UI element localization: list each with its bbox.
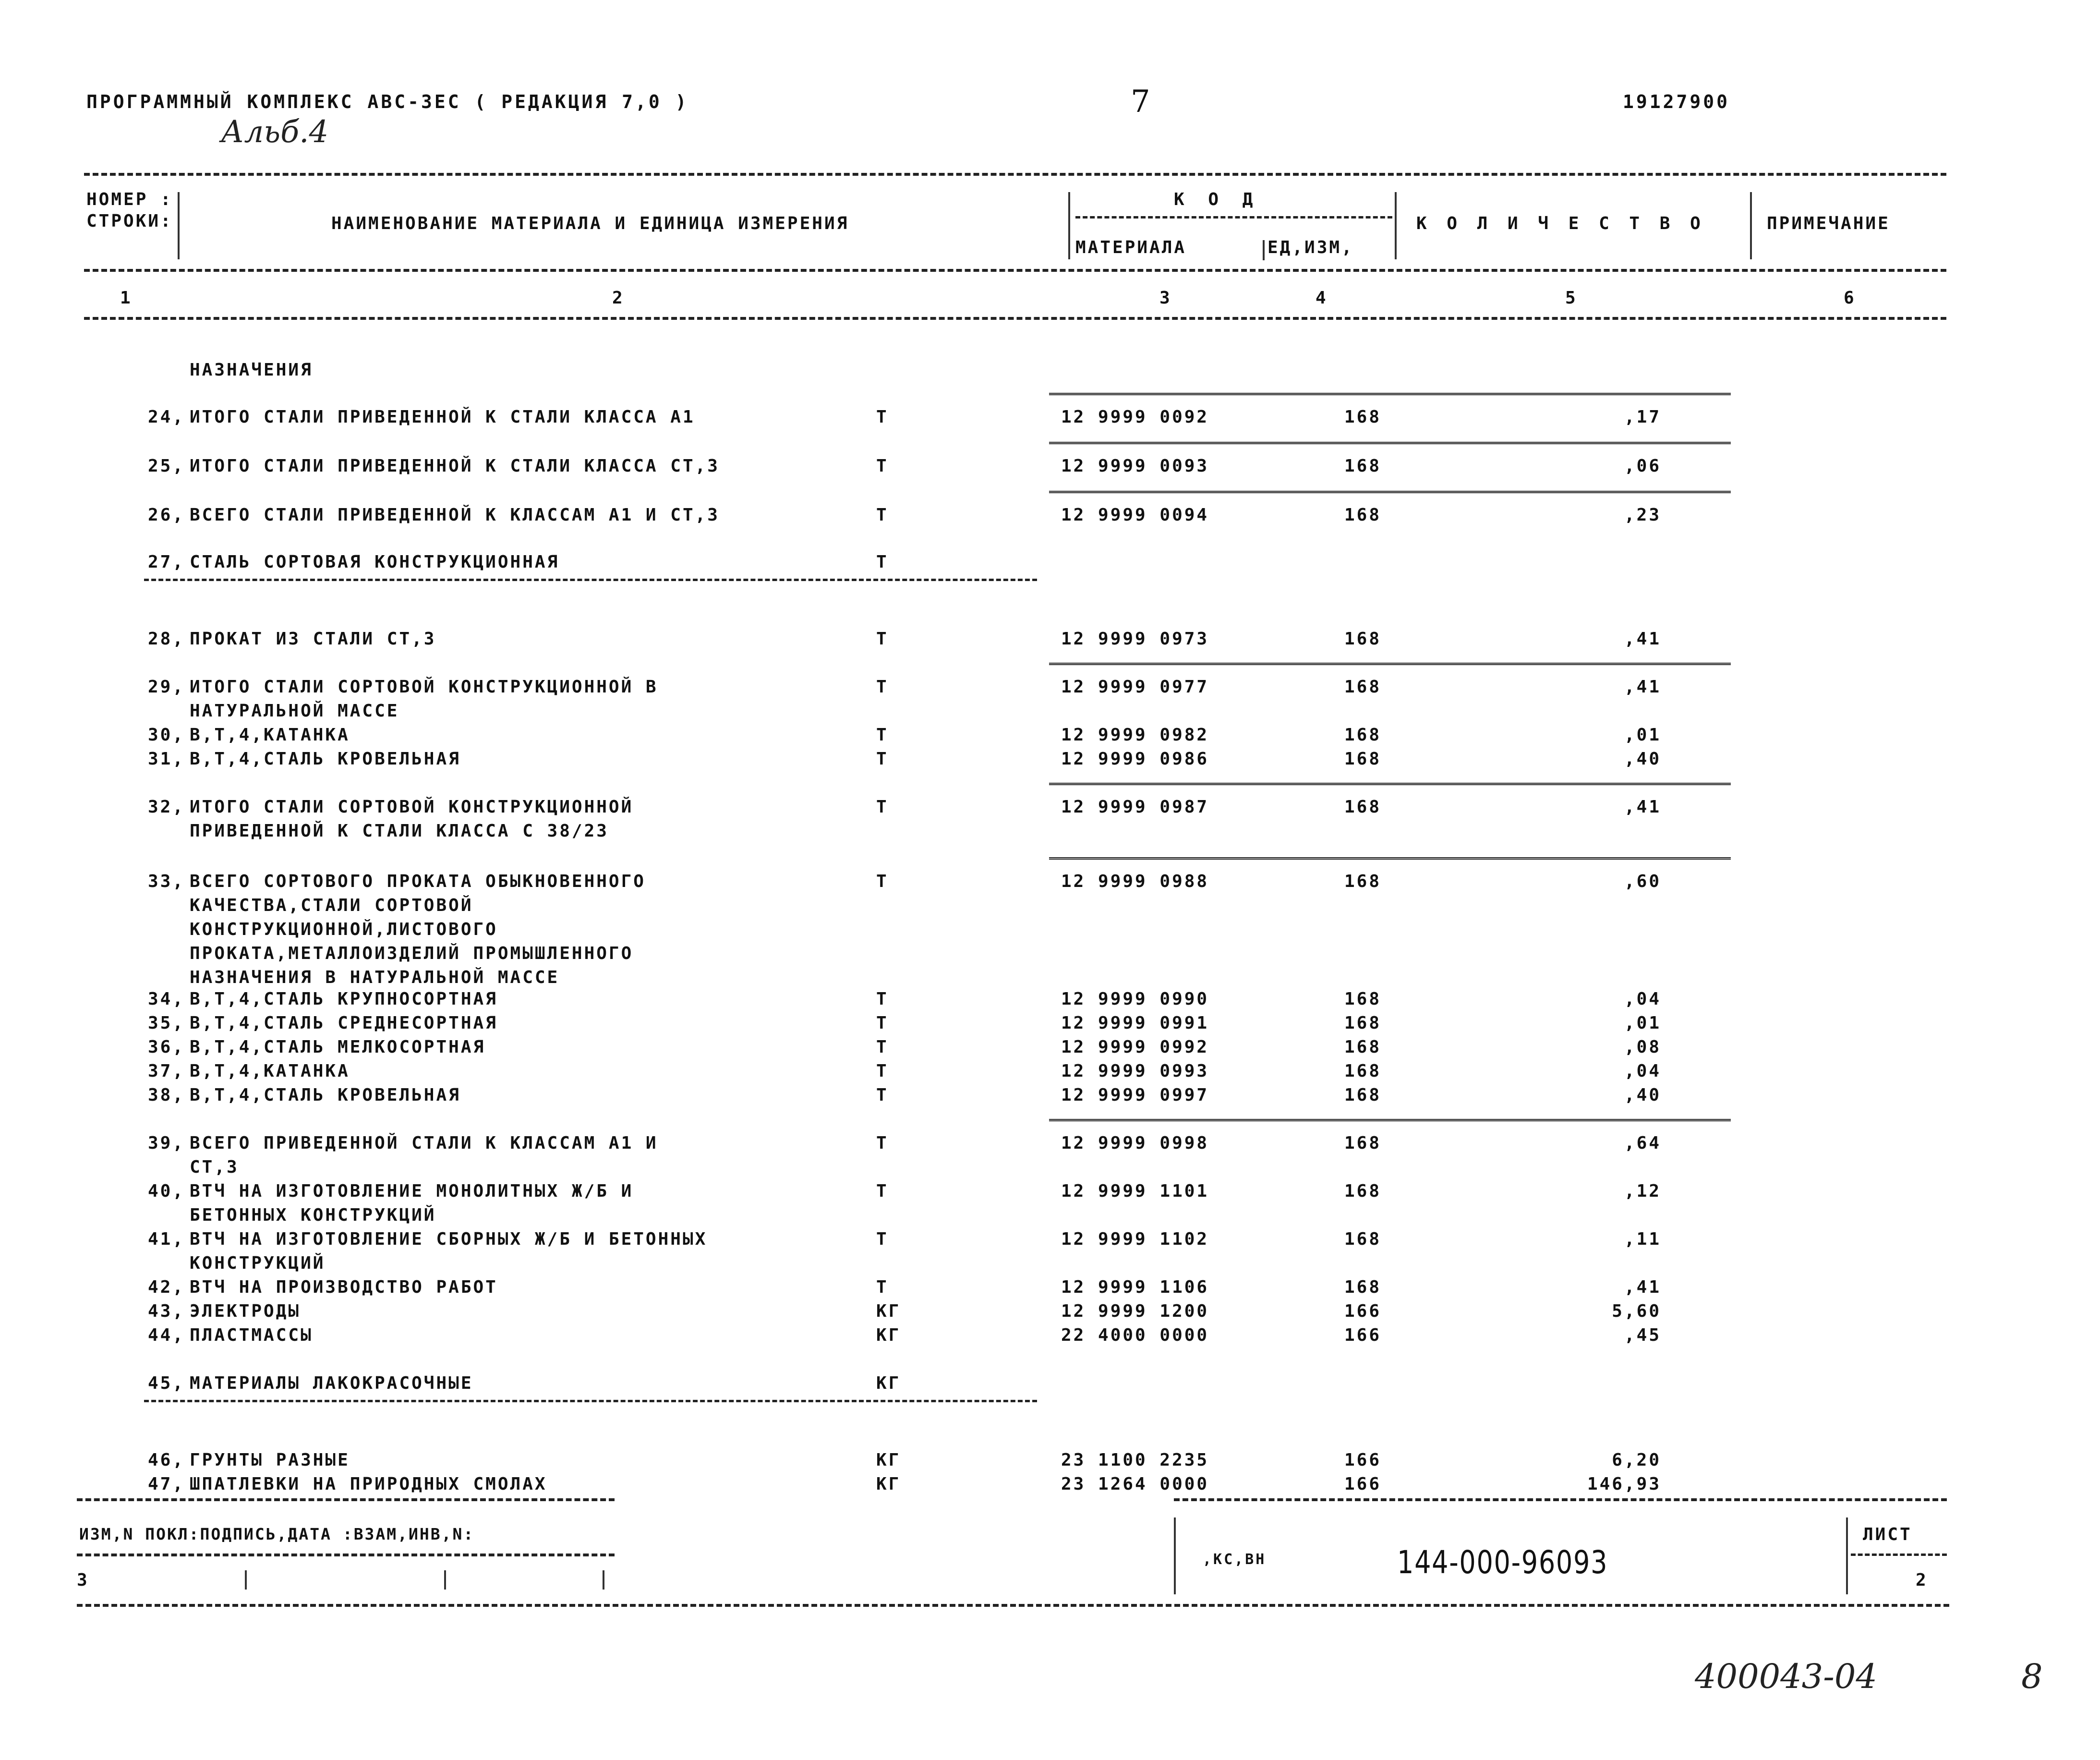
- stamp-separator: [245, 1570, 247, 1590]
- handwritten-page: 8: [2021, 1657, 2043, 1696]
- unit-of-measure: Т: [876, 1037, 889, 1057]
- column-header-number-line1: НОМЕР :: [86, 190, 173, 209]
- material-name: ИТОГО СТАЛИ СОРТОВОЙ КОНСТРУКЦИОННОЙ В: [190, 677, 658, 697]
- document-number: 144-000-96093: [1397, 1544, 1608, 1581]
- unit-code: 168: [1344, 1277, 1382, 1297]
- column-header-number-line2: СТРОКИ:: [86, 211, 173, 231]
- group-rule: [144, 1400, 1037, 1402]
- unit-of-measure: Т: [876, 677, 889, 697]
- material-name: В,Т,4,СТАЛЬ КРОВЕЛЬНАЯ: [190, 1085, 461, 1105]
- stamp-mid-rule: [77, 1554, 615, 1556]
- row-number: 36,: [147, 1037, 185, 1057]
- material-name: ЭЛЕКТРОДЫ: [190, 1301, 301, 1321]
- material-code: 12 9999 0997: [1061, 1085, 1209, 1105]
- unit-of-measure: Т: [876, 552, 889, 572]
- header-separator: [1263, 240, 1265, 260]
- unit-code: 168: [1344, 407, 1382, 427]
- column-number-3: 3: [1159, 288, 1172, 308]
- unit-of-measure: Т: [876, 456, 889, 476]
- material-name: ВСЕГО ПРИВЕДЕННОЙ СТАЛИ К КЛАССАМ А1 И: [190, 1133, 658, 1153]
- sheet-value: 2: [1916, 1570, 1928, 1590]
- unit-code: 166: [1344, 1474, 1382, 1494]
- material-code: 12 9999 1200: [1061, 1301, 1209, 1321]
- unit-code: 168: [1344, 989, 1382, 1009]
- unit-of-measure: Т: [876, 989, 889, 1009]
- unit-code: 168: [1344, 677, 1382, 697]
- row-number: 41,: [147, 1229, 185, 1249]
- unit-code: 168: [1344, 1133, 1382, 1153]
- quantity: ,01: [1624, 725, 1661, 745]
- handwritten-album: Альб.4: [221, 114, 329, 150]
- row-number: 30,: [147, 725, 185, 745]
- title-block-separator: [1846, 1517, 1848, 1594]
- material-name: СТ,3: [190, 1157, 239, 1177]
- quantity: ,11: [1624, 1229, 1661, 1249]
- row-number: 38,: [147, 1085, 185, 1105]
- unit-code: 166: [1344, 1450, 1382, 1470]
- stamp-separator: [444, 1570, 446, 1590]
- quantity: ,12: [1624, 1181, 1661, 1201]
- material-name: ИТОГО СТАЛИ СОРТОВОЙ КОНСТРУКЦИОННОЙ: [190, 797, 634, 817]
- quantity: ,04: [1624, 989, 1661, 1009]
- material-name: ВТЧ НА ИЗГОТОВЛЕНИЕ МОНОЛИТНЫХ Ж/Б И: [190, 1181, 634, 1201]
- material-code: 23 1264 0000: [1061, 1474, 1209, 1494]
- quantity: ,08: [1624, 1037, 1661, 1057]
- header-separator: [178, 192, 180, 259]
- row-number: 31,: [147, 749, 185, 769]
- material-code: 12 9999 0977: [1061, 677, 1209, 697]
- material-code: 12 9999 0993: [1061, 1061, 1209, 1081]
- row-number: 24,: [147, 407, 185, 427]
- unit-of-measure: Т: [876, 629, 889, 649]
- column-header-note: ПРИМЕЧАНИЕ: [1767, 214, 1890, 233]
- quantity: 146,93: [1587, 1474, 1661, 1494]
- row-separator: [1049, 491, 1731, 493]
- material-name: КОНСТРУКЦИОННОЙ,ЛИСТОВОГО: [190, 920, 498, 939]
- row-separator: [1049, 442, 1731, 444]
- material-name: СТАЛЬ СОРТОВАЯ КОНСТРУКЦИОННАЯ: [190, 552, 560, 572]
- column-header-unit-code: ЕД,ИЗМ,: [1267, 238, 1354, 257]
- material-code: 12 9999 1102: [1061, 1229, 1209, 1249]
- stamp-header: ИЗМ,N ПОКЛ:ПОДПИСЬ,ДАТА :ВЗАМ,ИНВ,N:: [79, 1525, 475, 1543]
- column-header-name: НАИМЕНОВАНИЕ МАТЕРИАЛА И ЕДИНИЦА ИЗМЕРЕНИЯ: [331, 214, 849, 233]
- material-name: ИТОГО СТАЛИ ПРИВЕДЕННОЙ К СТАЛИ КЛАССА СТ,3: [190, 456, 720, 476]
- column-header-material: МАТЕРИАЛА: [1075, 238, 1187, 257]
- unit-code: 168: [1344, 872, 1382, 891]
- quantity: ,41: [1624, 797, 1661, 817]
- title-block-top-rule: [1174, 1498, 1947, 1501]
- material-code: 12 9999 0092: [1061, 407, 1209, 427]
- header-separator: [1750, 192, 1752, 259]
- material-code: 12 9999 0988: [1061, 872, 1209, 891]
- quantity: ,01: [1624, 1013, 1661, 1033]
- unit-of-measure: Т: [876, 797, 889, 817]
- row-separator: [1049, 783, 1731, 785]
- group-rule: [144, 579, 1037, 581]
- unit-of-measure: Т: [876, 872, 889, 891]
- table-top-rule: [84, 173, 1946, 176]
- quantity: ,04: [1624, 1061, 1661, 1081]
- material-name: НАТУРАЛЬНОЙ МАССЕ: [190, 701, 399, 721]
- material-code: 12 9999 0986: [1061, 749, 1209, 769]
- unit-of-measure: Т: [876, 407, 889, 427]
- quantity: 6,20: [1612, 1450, 1661, 1470]
- quantity: ,64: [1624, 1133, 1661, 1153]
- material-code: 12 9999 0992: [1061, 1037, 1209, 1057]
- material-code: 12 9999 0990: [1061, 989, 1209, 1009]
- material-name: ГРУНТЫ РАЗНЫЕ: [190, 1450, 350, 1470]
- quantity: ,41: [1624, 1277, 1661, 1297]
- material-code: 12 9999 1106: [1061, 1277, 1209, 1297]
- unit-of-measure: Т: [876, 1229, 889, 1249]
- material-name: ШПАТЛЕВКИ НА ПРИРОДНЫХ СМОЛАХ: [190, 1474, 547, 1494]
- row-number: 34,: [147, 989, 185, 1009]
- material-code: 12 9999 0998: [1061, 1133, 1209, 1153]
- row-number: 27,: [147, 552, 185, 572]
- material-name: КОНСТРУКЦИЙ: [190, 1253, 326, 1273]
- material-name: В,Т,4,СТАЛЬ СРЕДНЕСОРТНАЯ: [190, 1013, 498, 1033]
- column-number-4: 4: [1316, 288, 1328, 308]
- column-number-1: 1: [120, 288, 133, 308]
- row-separator: [1049, 663, 1731, 665]
- row-number: 39,: [147, 1133, 185, 1153]
- unit-code: 168: [1344, 725, 1382, 745]
- stamp-left-value: 3: [77, 1570, 89, 1590]
- material-name: НАЗНАЧЕНИЯ В НАТУРАЛЬНОЙ МАССЕ: [190, 968, 560, 987]
- unit-code: 168: [1344, 505, 1382, 525]
- material-name: В,Т,4,СТАЛЬ КРОВЕЛЬНАЯ: [190, 749, 461, 769]
- row-number: 45,: [147, 1373, 185, 1393]
- row-separator: [1049, 393, 1731, 395]
- material-name: ВТЧ НА ИЗГОТОВЛЕНИЕ СБОРНЫХ Ж/Б И БЕТОННЫХ: [190, 1229, 708, 1249]
- quantity: 5,60: [1612, 1301, 1661, 1321]
- material-code: 12 9999 0094: [1061, 505, 1209, 525]
- material-name: ВСЕГО СТАЛИ ПРИВЕДЕННОЙ К КЛАССАМ А1 И СТ,3: [190, 505, 720, 525]
- material-name: ИТОГО СТАЛИ ПРИВЕДЕННОЙ К СТАЛИ КЛАССА А1: [190, 407, 695, 427]
- material-name: ПЛАСТМАССЫ: [190, 1325, 313, 1345]
- material-name: ПРИВЕДЕННОЙ К СТАЛИ КЛАССА С 38/23: [190, 821, 609, 841]
- page-number: 7: [1131, 84, 1150, 120]
- material-code: 23 1100 2235: [1061, 1450, 1209, 1470]
- quantity: ,41: [1624, 629, 1661, 649]
- row-number: 26,: [147, 505, 185, 525]
- row-number: 44,: [147, 1325, 185, 1345]
- unit-of-measure: Т: [876, 505, 889, 525]
- unit-code: 168: [1344, 749, 1382, 769]
- material-code: 12 9999 0973: [1061, 629, 1209, 649]
- material-code: 12 9999 0991: [1061, 1013, 1209, 1033]
- material-name: В,Т,4,КАТАНКА: [190, 1061, 350, 1081]
- quantity: ,40: [1624, 1085, 1661, 1105]
- row-number: 28,: [147, 629, 185, 649]
- material-name: ВСЕГО СОРТОВОГО ПРОКАТА ОБЫКНОВЕННОГО: [190, 872, 646, 891]
- row-separator: [1049, 1119, 1731, 1121]
- row-number: 33,: [147, 872, 185, 891]
- row-number: 47,: [147, 1474, 185, 1494]
- quantity: ,17: [1624, 407, 1661, 427]
- column-header-code: К О Д: [1174, 190, 1260, 209]
- column-number-5: 5: [1565, 288, 1578, 308]
- unit-code: 168: [1344, 1061, 1382, 1081]
- material-name: В,Т,4,СТАЛЬ КРУПНОСОРТНАЯ: [190, 989, 498, 1009]
- unit-code: 168: [1344, 456, 1382, 476]
- section-title: НАЗНАЧЕНИЯ: [190, 360, 313, 380]
- quantity: ,41: [1624, 677, 1661, 697]
- unit-code: 168: [1344, 1181, 1382, 1201]
- material-name: ПРОКАТ ИЗ СТАЛИ СТ,3: [190, 629, 436, 649]
- column-number-6: 6: [1844, 288, 1856, 308]
- row-number: 40,: [147, 1181, 185, 1201]
- title-block-separator: [1174, 1517, 1176, 1594]
- unit-of-measure: КГ: [876, 1325, 901, 1345]
- unit-of-measure: КГ: [876, 1474, 901, 1494]
- quantity: ,06: [1624, 456, 1661, 476]
- unit-of-measure: Т: [876, 1061, 889, 1081]
- unit-of-measure: Т: [876, 1085, 889, 1105]
- unit-of-measure: Т: [876, 1013, 889, 1033]
- material-name: БЕТОННЫХ КОНСТРУКЦИЙ: [190, 1205, 436, 1225]
- material-code: 12 9999 0093: [1061, 456, 1209, 476]
- unit-code: 168: [1344, 797, 1382, 817]
- unit-code: 168: [1344, 1085, 1382, 1105]
- material-name: МАТЕРИАЛЫ ЛАКОКРАСОЧНЫЕ: [190, 1373, 473, 1393]
- row-number: 37,: [147, 1061, 185, 1081]
- row-number: 42,: [147, 1277, 185, 1297]
- unit-of-measure: Т: [876, 1181, 889, 1201]
- row-number: 43,: [147, 1301, 185, 1321]
- unit-code: 168: [1344, 629, 1382, 649]
- material-code: 22 4000 0000: [1061, 1325, 1209, 1345]
- unit-of-measure: КГ: [876, 1373, 901, 1393]
- row-number: 32,: [147, 797, 185, 817]
- material-name: ПРОКАТА,МЕТАЛЛОИЗДЕЛИЙ ПРОМЫШЛЕННОГО: [190, 944, 634, 963]
- row-number: 25,: [147, 456, 185, 476]
- quantity: ,40: [1624, 749, 1661, 769]
- unit-code: 166: [1344, 1325, 1382, 1345]
- material-name: ВТЧ НА ПРОИЗВОДСТВО РАБОТ: [190, 1277, 498, 1297]
- header-separator: [1068, 192, 1070, 259]
- column-header-quantity: К О Л И Ч Е С Т В О: [1416, 214, 1705, 233]
- row-number: 35,: [147, 1013, 185, 1033]
- material-name: В,Т,4,КАТАНКА: [190, 725, 350, 745]
- row-number: 46,: [147, 1450, 185, 1470]
- unit-of-measure: КГ: [876, 1301, 901, 1321]
- table-header-rule: [84, 269, 1946, 272]
- unit-code: 166: [1344, 1301, 1382, 1321]
- quantity: ,60: [1624, 872, 1661, 891]
- code-subheader-rule: [1075, 216, 1392, 218]
- document-code: 19127900: [1623, 91, 1730, 112]
- unit-code: 168: [1344, 1037, 1382, 1057]
- material-code: 12 9999 0987: [1061, 797, 1209, 817]
- unit-of-measure: Т: [876, 725, 889, 745]
- handwritten-code: 400043-04: [1695, 1657, 1877, 1696]
- sheet-label: ЛИСТ: [1863, 1525, 1912, 1544]
- material-code: 12 9999 0982: [1061, 725, 1209, 745]
- stamp-top-rule: [77, 1498, 615, 1501]
- unit-of-measure: КГ: [876, 1450, 901, 1470]
- column-number-2: 2: [612, 288, 625, 308]
- unit-code: 168: [1344, 1229, 1382, 1249]
- quantity: ,23: [1624, 505, 1661, 525]
- material-name: В,Т,4,СТАЛЬ МЕЛКОСОРТНАЯ: [190, 1037, 486, 1057]
- page-bottom-rule: [77, 1604, 1949, 1607]
- unit-code: 168: [1344, 1013, 1382, 1033]
- unit-of-measure: Т: [876, 1277, 889, 1297]
- quantity: ,45: [1624, 1325, 1661, 1345]
- sheet-rule: [1851, 1554, 1947, 1556]
- table-header-bottom-rule: [84, 317, 1946, 320]
- material-code: 12 9999 1101: [1061, 1181, 1209, 1201]
- unit-of-measure: Т: [876, 1133, 889, 1153]
- program-title: ПРОГРАММНЫЙ КОМПЛЕКС АВС-3ЕС ( РЕДАКЦИЯ 7,0 ): [86, 91, 689, 112]
- row-number: 29,: [147, 677, 185, 697]
- header-separator: [1395, 192, 1397, 259]
- stamp-separator: [603, 1570, 604, 1590]
- material-name: КАЧЕСТВА,СТАЛИ СОРТОВОЙ: [190, 896, 473, 915]
- row-separator: [1049, 857, 1731, 860]
- unit-of-measure: Т: [876, 749, 889, 769]
- kc-label: ,КС,ВН: [1203, 1551, 1267, 1568]
